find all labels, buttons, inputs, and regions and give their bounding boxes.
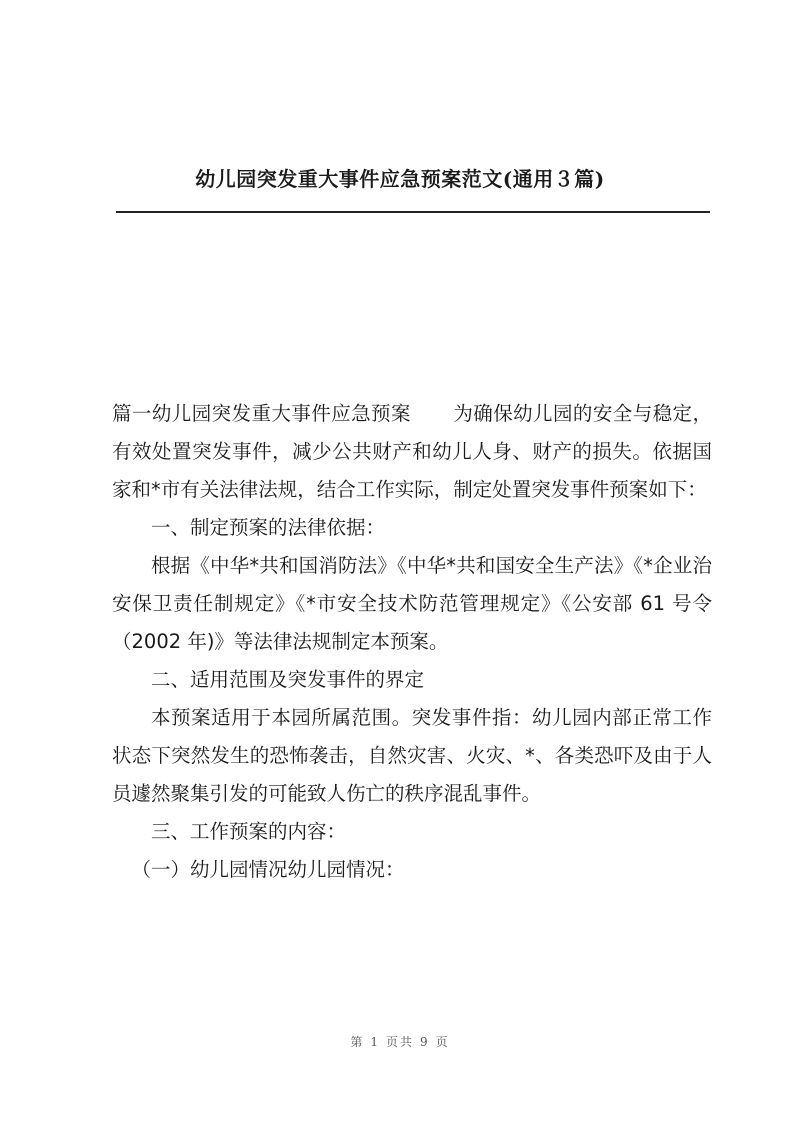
section-1-heading: 一、制定预案的法律依据：: [151, 516, 386, 539]
section-3-subheading: （一）幼儿园情况幼儿园情况：: [131, 858, 405, 881]
section-1-text: 根据《中华*共和国消防法》《中华*共和国安全生产法》《*企业治安保卫责任制规定》《*市安全技术防范管理规定》《公安部 61 号令（2002 年)》等法律法规制定本预案。: [112, 554, 712, 653]
section-2-heading: 二、适用范围及突发事件的界定: [151, 668, 425, 691]
footer-middle: 页共: [385, 1035, 414, 1049]
intro-heading: 篇一幼儿园突发重大事件应急预案: [112, 402, 411, 425]
footer-prefix: 第: [350, 1035, 365, 1049]
footer-total-pages: 9: [420, 1035, 430, 1049]
section-3-heading: 三、工作预案的内容：: [151, 820, 347, 843]
document-body: [112, 395, 712, 889]
section-2-text: 本预案适用于本园所属范围。突发事件指：幼儿园内部正常工作状态下突然发生的恐怖袭击，自然灾害、火灾、*、各类恐吓及由于人员遽然聚集引发的可能致人伤亡的秩序混乱事件。: [112, 706, 712, 805]
page-title: 幼儿园突发重大事件应急预案范文(通用３篇): [195, 167, 605, 191]
footer-page-number: 1: [370, 1035, 380, 1049]
page-footer: [0, 1033, 800, 1050]
title-divider: [116, 211, 710, 213]
footer-suffix: 页: [435, 1035, 450, 1049]
intro-text: 为确保幼儿园的安全与稳定，有效处置突发事件，减少公共财产和幼儿人身、财产的损失。依据国家和*市有关法律法规，结合工作实际，制定处置突发事件预案如下：: [112, 402, 712, 501]
intro-paragraph: [112, 395, 712, 509]
